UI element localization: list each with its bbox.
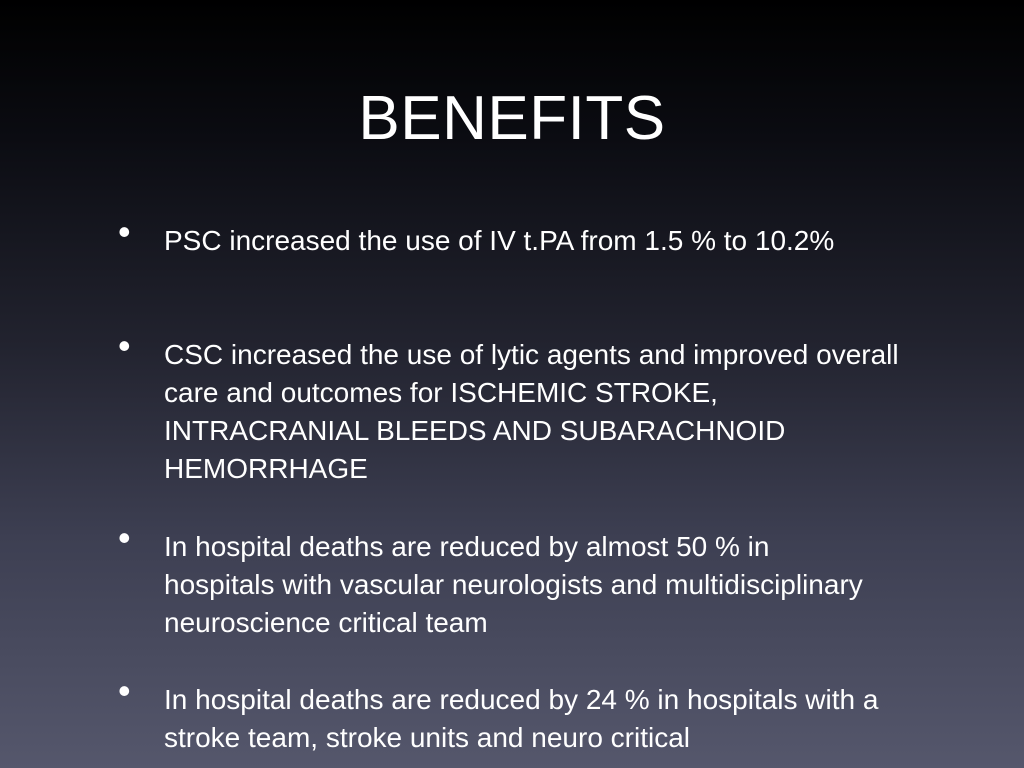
bullet-text: In hospital deaths are reduced by almost 50 % in hospitals with vascular neurologists and multidisciplinary neuroscience critical team bbox=[164, 531, 863, 638]
bullet-marker: • bbox=[118, 211, 131, 252]
bullet-text: PSC increased the use of IV t.PA from 1.5 % to 10.2% bbox=[164, 225, 835, 256]
bullet-text: CSC increased the use of lytic agents and improved overall care and outcomes for ISCHEMIC STROKE, INTRACRANIAL BLEEDS AND SUBARACHNOID HEMORRHAGE bbox=[164, 339, 899, 484]
bullet-marker: • bbox=[118, 325, 131, 366]
bullet-marker: • bbox=[118, 670, 131, 711]
bullet-text: In hospital deaths are reduced by 24 % in hospitals with a stroke team, stroke units and neuro critical bbox=[164, 684, 879, 753]
bullet-marker: • bbox=[118, 517, 131, 558]
slide-title: BENEFITS bbox=[358, 84, 666, 153]
